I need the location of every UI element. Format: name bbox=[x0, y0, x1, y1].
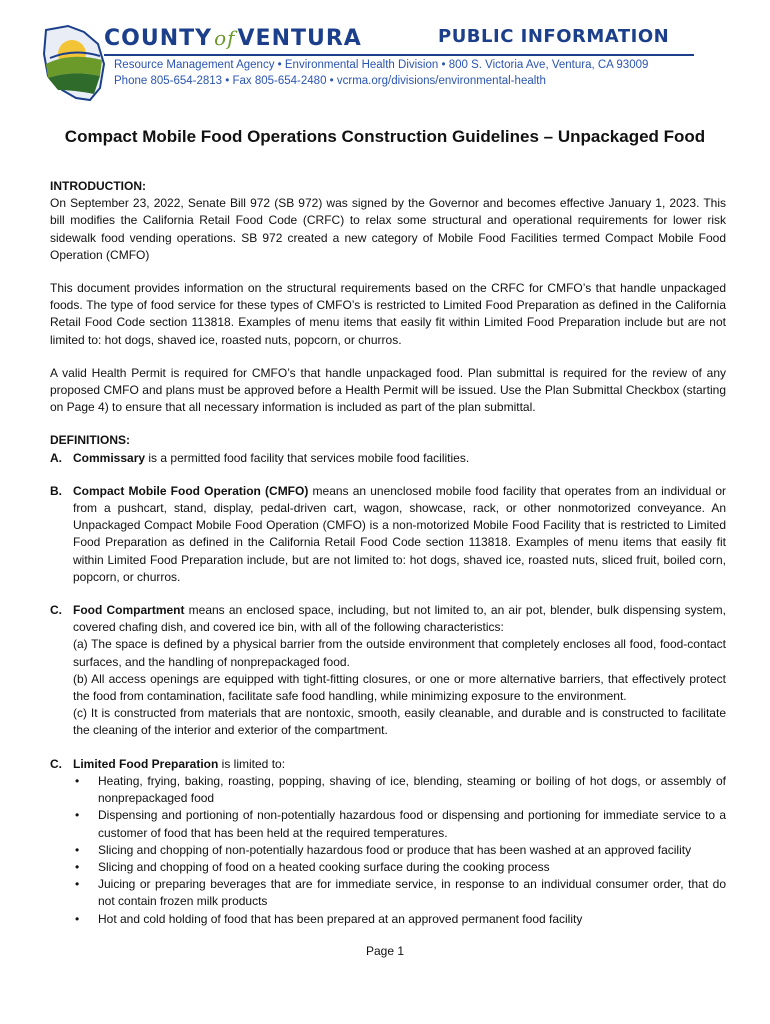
intro-paragraph-3: A valid Health Permit is required for CMFO’s that handle unpackaged food. Plan submittal is required for the review of any proposed CMFO and plans must be approved before a Health Permit will be issued. Use the Plan Submittal Checkbox (starting on Page 4) to ensure that all necessary information is included as part of the plan submittal. bbox=[50, 365, 726, 415]
list-item: • Slicing and chopping of food on a heated cooking surface during the cooking process bbox=[73, 859, 726, 876]
definition-term: Commissary bbox=[73, 450, 146, 465]
definition-term: Limited Food Preparation bbox=[73, 756, 219, 771]
list-item: • Heating, frying, baking, roasting, popping, shaving of ice, blending, steaming or boiling of hot dogs, or assembly of nonprepackaged food bbox=[73, 773, 726, 807]
county-seal-logo bbox=[40, 24, 110, 104]
definition-text: is a permitted food facility that services mobile food facilities. bbox=[145, 450, 470, 465]
definition-limited-food-preparation bbox=[50, 756, 726, 928]
bullet-icon: • bbox=[75, 911, 80, 926]
definition-term: Food Compartment bbox=[73, 603, 185, 618]
intro-paragraph-1: On September 23, 2022, Senate Bill 972 (SB 972) was signed by the Governor and becomes effective January 1, 2023. This bill modifies the California Retail Food Code (CRFC) to relax some structural and operational requirements for lower risk sidewalk food vending operations. SB 972 created a new category of Mobile Food Facilities termed Compact Mobile Food Operation (CMFO) bbox=[50, 196, 726, 262]
characteristic-a: (a) The space is defined by a physical barrier from the outside environment that completely encloses all food, food-contact surfaces, and the handling of nonprepackaged food. bbox=[73, 637, 726, 669]
bullet-icon: • bbox=[75, 808, 80, 823]
definition-letter: A. bbox=[50, 450, 62, 465]
definition-term: Compact Mobile Food Operation (CMFO) bbox=[73, 483, 309, 498]
county-word: COUNTY bbox=[104, 26, 213, 51]
county-of-word: of bbox=[214, 26, 236, 50]
bullet-icon: • bbox=[75, 877, 80, 892]
header-divider bbox=[104, 54, 694, 56]
definition-food-compartment bbox=[50, 602, 726, 740]
contact-address-line: Resource Management Agency • Environmental Health Division • 800 S. Victoria Ave, Ventura, CA 93009 bbox=[114, 59, 649, 71]
definitions-heading: DEFINITIONS: bbox=[50, 433, 130, 448]
county-wordmark bbox=[104, 26, 362, 51]
characteristic-c: (c) It is constructed from materials that are nontoxic, smooth, easily cleanable, and durable and is constructed to facilitate the cleaning of the interior and exterior of the compartment. bbox=[73, 706, 726, 738]
definition-letter: C. bbox=[50, 603, 62, 618]
contact-phone-line: Phone 805-654-2813 • Fax 805-654-2480 • vcrma.org/divisions/environmental-health bbox=[114, 75, 546, 87]
bullet-icon: • bbox=[75, 773, 80, 788]
public-information-label: PUBLIC INFORMATION bbox=[438, 26, 670, 47]
definition-letter: C. bbox=[50, 756, 62, 771]
list-item: • Hot and cold holding of food that has been prepared at an approved permanent food facility bbox=[73, 911, 726, 928]
definition-text: is limited to: bbox=[218, 756, 286, 771]
definition-text: means an enclosed space, including, but not limited to, an air pot, blender, bulk dispensing system, covered chafing dish, and covered ice bin, with all of the following characteristics: bbox=[73, 603, 727, 635]
list-item: • Slicing and chopping of non-potentially hazardous food or produce that has been washed at an approved facility bbox=[73, 842, 726, 859]
list-item: • Juicing or preparing beverages that are for immediate service, in response to an individual consumer order, that do not contain frozen milk products bbox=[73, 876, 726, 910]
definition-letter: B. bbox=[50, 483, 62, 498]
list-item: • Dispensing and portioning of non-potentially hazardous food or dispensing and portioning for immediate service to a customer of food that has been held at the required temperatures. bbox=[73, 807, 726, 841]
definition-cmfo bbox=[50, 483, 726, 586]
ventura-word: VENTURA bbox=[237, 26, 362, 51]
page-number: Page 1 bbox=[365, 944, 405, 958]
intro-paragraph-2: This document provides information on the structural requirements based on the CRFC for CMFO’s that handle unpackaged foods. The type of food service for these types of CMFO’s is restricted to Limited Food Preparation as defined in the California Retail Food Code section 113818. Examples of menu items that easily fit within Limited Food Preparation include but are not limited to: hot dogs, shaved ice, roasted nuts, popcorn, or churros. bbox=[50, 281, 726, 347]
document-title: Compact Mobile Food Operations Construction Guidelines – Unpackaged Food bbox=[64, 127, 706, 146]
bullet-icon: • bbox=[75, 842, 80, 857]
bullet-icon: • bbox=[75, 859, 80, 874]
definition-commissary bbox=[50, 450, 726, 467]
letterhead bbox=[0, 0, 770, 110]
characteristic-b: (b) All access openings are equipped with tight-fitting closures, or one or more alternative barriers, that effectively protect the food from contamination, facilitate safe food handling, while minimizing exposure to the environment. bbox=[73, 671, 726, 704]
definition-text: means an unenclosed mobile food facility that operates from an individual or from a pushcart, stand, display, pedal-driven cart, wagon, showcase, rack, or other nonmotorized conveyance. An Unpackaged Compact Mobile Food Operation (CMFO) is a non-motorized Mobile Food Facility that is restricted to Limited Food Preparation as defined in the California Retail Food Code section 113818. Examples of menu items that easily fit within Limited Food Preparation include, but are not limited to: hot dogs, shaved ice, roasted nuts, sliced fruit, boiled corn, popcorn, or churros. bbox=[73, 483, 726, 584]
introduction-heading: INTRODUCTION: bbox=[50, 179, 146, 193]
document-body bbox=[50, 178, 726, 928]
